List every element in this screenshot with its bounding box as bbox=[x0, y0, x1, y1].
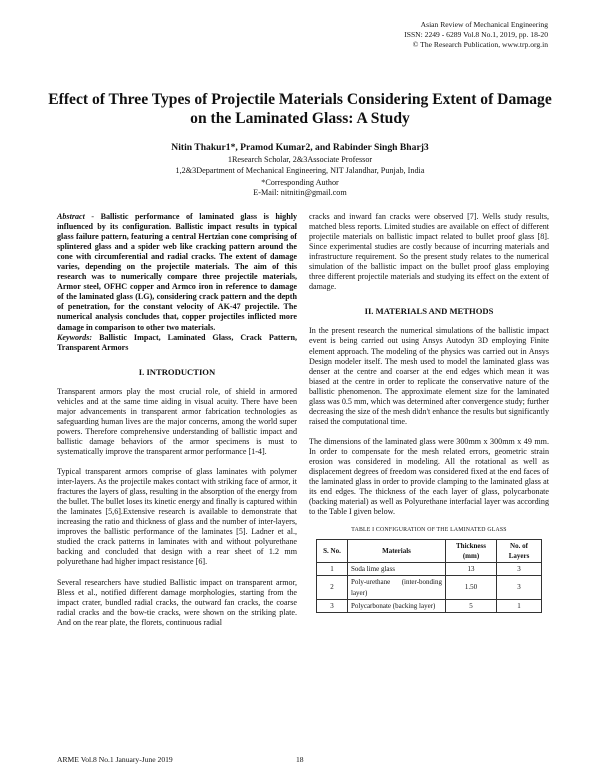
table-cell: 3 bbox=[497, 576, 542, 599]
table-row bbox=[317, 576, 542, 599]
keywords-label: Keywords: bbox=[57, 332, 100, 342]
table-cell: Soda lime glass bbox=[348, 563, 446, 576]
right-column bbox=[309, 212, 549, 613]
journal-header bbox=[404, 20, 548, 50]
configuration-table bbox=[316, 539, 542, 612]
department: 1,2&3Department of Mechanical Engineering, NIT Jalandhar, Punjab, India bbox=[175, 166, 425, 175]
publisher-line: © The Research Publication, www.trp.org.in bbox=[412, 40, 548, 49]
table-cell: 13 bbox=[446, 563, 497, 576]
intro-paragraph-3: Several researchers have studied Ballistic impact on transparent armor, Bless et al., notified different damage morphologies, starting from the impact crater, bundled radial cracks, the outward fan cracks, the coarse radial cracks and the bow-tie cracks, were shown on the striking plate. And on the rear plate, the florets, continuous radial bbox=[57, 577, 297, 627]
table-cell: 3 bbox=[497, 563, 542, 576]
abstract-label: Abstract - bbox=[57, 212, 101, 221]
table-cell: 5 bbox=[446, 599, 497, 612]
table-cell: 1 bbox=[317, 563, 348, 576]
table-cell: 2 bbox=[317, 576, 348, 599]
corresponding-author: *Corresponding Author bbox=[261, 178, 339, 187]
intro-heading: I. INTRODUCTION bbox=[138, 366, 216, 377]
author-roles: 1Research Scholar, 2&3Associate Professor bbox=[227, 155, 373, 164]
author-email: E-Mail: nitnitin@gmail.com bbox=[253, 188, 347, 197]
table-row bbox=[317, 563, 542, 576]
table-cell: Polycarbonate (backing layer) bbox=[348, 599, 446, 612]
table-header-cell: S. No. bbox=[317, 540, 348, 563]
right-paragraph-1: cracks and inward fan cracks were observed [7]. Wells study results, matched bless reports. Limited studies are available on effect of different projectile materials on ballistic impact related to bullet proof glass [8]. Since experimental studies are costly because of incurring materials and infrastructure requirement. So the present study relates to the numerical simulation of the ballistic impact on the bullet proof glass employing three different projectile materials and studying its effect on the extent of damage. bbox=[309, 212, 549, 292]
keywords bbox=[57, 333, 297, 353]
table-header-cell: No. of Layers bbox=[497, 540, 542, 563]
table-cell: 1.50 bbox=[446, 576, 497, 599]
table-caption: TABLE I CONFIGURATION OF THE LAMINATED GLASS bbox=[351, 527, 507, 534]
methods-paragraph-2: The dimensions of the laminated glass were 300mm x 300mm x 49 mm. In order to compensate for the mesh related errors, geometric strain erosion was considered in modeling. All the rotational as well as displacement degrees of freedom was considered fixed at the end faces of the laminated glass in order to provide clamping to the laminated glass at its end edges. The thickness of the each layer of glass, polycarbonate (backing material) as well as Polyurethane interfacial layer was according to the Table I given below. bbox=[309, 436, 549, 517]
keywords-text: Ballistic Impact, Laminated Glass, Crack Pattern, Transparent Armors bbox=[57, 332, 297, 352]
table-cell: 3 bbox=[317, 599, 348, 612]
methods-heading: II. MATERIALS AND METHODS bbox=[364, 306, 494, 317]
abstract bbox=[57, 212, 297, 333]
abstract-text: Ballistic performance of laminated glass is highly influenced by its configuration. Ballistic impact results in typical glass failure pattern, featuring a central Hertzian cone comprising of splintered glass and a spider web like cracking pattern around the cone with circumferential and radial cracks. The extent of damage varies, depending on the projectile materials. The aim of this research was to numerically compare three projectile materials, Armor steel, OFHC copper and Armco iron in reference to damage of the laminated glass (LG), considering crack pattern and the depth of penetration, for the constant velocity of AK-47 projectile. The numerical analysis concludes that, copper projectiles inflicted more damage in comparison to other two materials. bbox=[57, 212, 298, 332]
table-cell: Poly-urethane (inter-bonding layer) bbox=[348, 576, 446, 599]
page-number: 18 bbox=[296, 755, 304, 764]
table-row bbox=[317, 599, 542, 612]
table-header-cell: Materials bbox=[348, 540, 446, 563]
intro-paragraph-1: Transparent armors play the most crucial role, of shield in armored vehicles and at the same time aiding in visual acuity. There have been major advancements in transparent armor fabrication technologies as safeguarding human lives are the major concerns, among the world super powers. Therefore comprehensive understanding of ballistic impact and ballistic damage behaviors of the armor specimens is must to systematically improve the transparent armor performance [1-4]. bbox=[57, 386, 297, 456]
issn-line: ISSN: 2249 - 6289 Vol.8 No.1, 2019, pp. 18-20 bbox=[404, 30, 548, 39]
left-column bbox=[57, 212, 297, 628]
methods-paragraph-1: In the present research the numerical simulations of the ballistic impact event is being carried out using Ansys Autodyn 3D employing Finite element approach. The modeling of the physics was carried out in Ansys Design modeler itself. The mesh used to model the laminated glass was denser at the centre and coarser at the end edges which mean it was biased at the centre in order to replicate the conservative nature of the ballistic phenomenon. The approximate element size for the laminated glass was 0.5 mm, which was determined after convergence study; further decreasing the size of the mesh didn't enhance the results but significantly raised the computational time. bbox=[309, 326, 549, 426]
author-line: Nitin Thakur1*, Pramod Kumar2, and Rabinder Singh Bharj3 bbox=[171, 142, 429, 153]
journal-name: Asian Review of Mechanical Engineering bbox=[420, 20, 548, 29]
intro-paragraph-2: Typical transparent armors comprise of glass laminates with polymer inter-layers. As the projectile makes contact with striking face of armor, it fractures the layers of glass, resulting in the absorption of the energy from the bullet. The bullet loses its kinetic energy and finally is captured within the laminates [5,6].Extensive research is available to demonstrate that increasing the ratio and thickness of glass and the number of inter-layers, improves the ballistic performance of the laminates [5]. Ladner et al., studied the crack patterns in laminates with and without polyurethane backing and concluded that design with a rear sheet of 1.2 mm polyurethane had higher impact resistance [6]. bbox=[57, 467, 297, 567]
table-cell: 1 bbox=[497, 599, 542, 612]
table-header-row bbox=[317, 540, 542, 563]
paper-title: Effect of Three Types of Projectile Materials Considering Extent of Damage on the Laminated Glass: A Study bbox=[48, 91, 552, 127]
table-header-cell: Thickness (mm) bbox=[446, 540, 497, 563]
footer-journal: ARME Vol.8 No.1 January-June 2019 bbox=[57, 755, 173, 764]
